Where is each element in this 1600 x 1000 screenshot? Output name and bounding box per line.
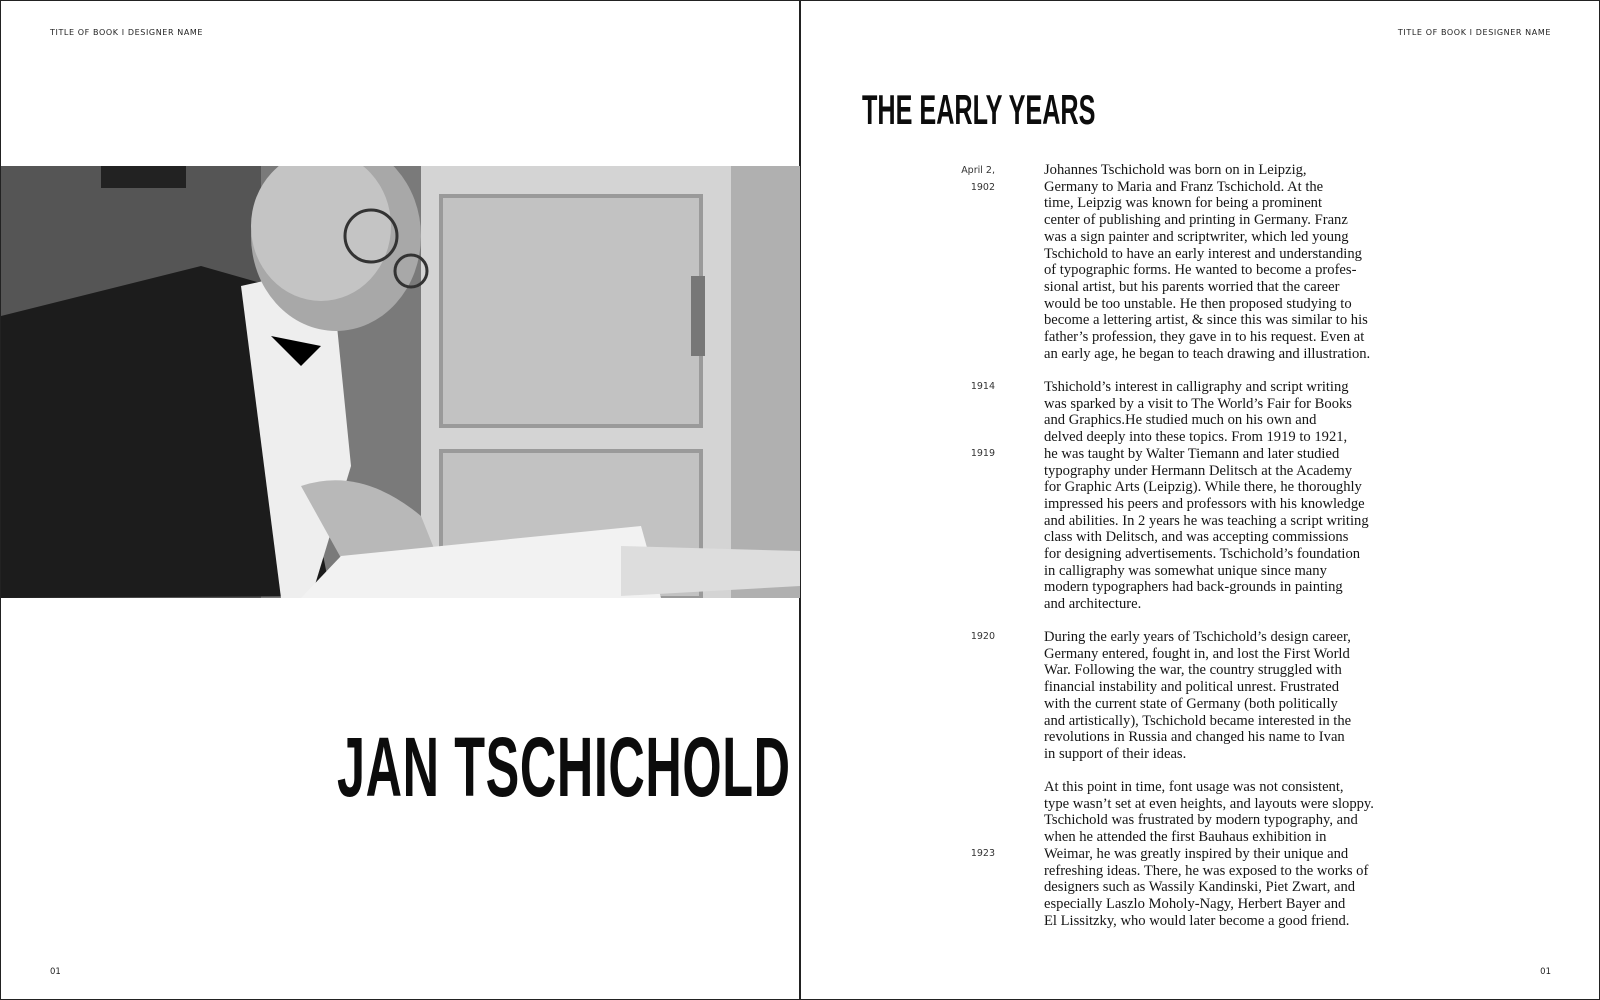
text-line: At this point in time, font usage was not consistent, [1044, 779, 1344, 795]
text-line: impressed his peers and professors with his knowledge [1044, 495, 1365, 512]
page-number: 01 [1540, 967, 1551, 977]
text-line: El Lissitzky, who would later become a good friend. [1044, 912, 1350, 929]
text-line: and Graphics.He studied much on his own and [1044, 412, 1317, 429]
text-line: Johannes Tschichold was born on in Leipzig, [1044, 162, 1307, 178]
text-line: modern typographers had back-grounds in painting [1044, 579, 1343, 596]
text-line: Germany entered, fought in, and lost the First World [1044, 645, 1350, 662]
body-paragraph [1044, 379, 1369, 613]
text-line: financial instability and political unrest. Frustrated [1044, 679, 1340, 696]
date-label: 1920 [970, 631, 995, 642]
date-label: 1914 [970, 381, 995, 392]
text-line: Tschichold to have an early interest and understanding [1044, 245, 1362, 262]
date-label: April 2, [961, 165, 995, 176]
text-line: with the current state of Germany (both politically [1044, 695, 1338, 712]
date-label: 1923 [970, 848, 995, 859]
text-line: become a lettering artist, & since this was similar to his [1044, 312, 1368, 329]
text-line: was sparked by a visit to The World’s Fair for Books [1044, 395, 1352, 412]
text-line: During the early years of Tschichold’s design career, [1044, 629, 1351, 645]
text-line: and abilities. In 2 years he was teaching a script writing [1044, 512, 1369, 529]
text-line: type wasn’t set at even heights, and layouts were sloppy. [1044, 795, 1374, 812]
text-line: revolutions in Russia and changed his name to Ivan [1044, 729, 1345, 746]
text-line: Tshichold’s interest in calligraphy and script writing [1044, 379, 1349, 395]
text-line: and artistically), Tschichold became interested in the [1044, 712, 1352, 729]
text-line: for designing advertisements. Tschichold’s foundation [1044, 546, 1361, 563]
chapter-title: THE EARLY YEARS [862, 86, 1096, 133]
photo-illustration [1, 166, 800, 598]
text-line: designers such as Wassily Kandinski, Piet Zwart, and [1044, 879, 1356, 896]
body-paragraph [1044, 162, 1370, 362]
text-line: in support of their ideas. [1044, 745, 1187, 762]
text-line: refreshing ideas. There, he was exposed to the works of [1044, 862, 1369, 879]
text-line: class with Delitsch, and was accepting commissions [1044, 529, 1349, 546]
text-line: when he attended the first Bauhaus exhibition in [1044, 829, 1327, 846]
designer-name-title: JAN TSCHICHOLD [337, 720, 791, 814]
text-line: especially Laszlo Moholy-Nagy, Herbert Bayer and [1044, 895, 1346, 912]
text-line: typography under Hermann Delitsch at the Academy [1044, 462, 1352, 479]
text-line: delved deeply into these topics. From 1919 to 1921, [1044, 429, 1348, 446]
text-line: an early age, he began to teach drawing and illustration. [1044, 345, 1371, 362]
text-line: time, Leipzig was known for being a prominent [1044, 195, 1323, 212]
text-line: Tschichold was frustrated by modern typography, and [1044, 812, 1358, 829]
text-line: he was taught by Walter Tiemann and later studied [1044, 445, 1340, 462]
date-label: 1902 [970, 182, 995, 193]
date-label: 1919 [970, 448, 995, 459]
text-line: center of publishing and printing in Germany. Franz [1044, 212, 1348, 229]
body-paragraph [1044, 779, 1374, 929]
text-line: Weimar, he was greatly inspired by their unique and [1044, 845, 1349, 862]
text-line: sional artist, but his parents worried that the career [1044, 278, 1340, 295]
text-line: in calligraphy was somewhat unique since many [1044, 562, 1327, 579]
body-paragraph [1044, 629, 1351, 763]
portrait-photo [1, 166, 800, 598]
running-head: TITLE OF BOOK I DESIGNER NAME [1397, 28, 1551, 37]
text-line: would be too unstable. He then proposed studying to [1044, 295, 1352, 312]
text-line: was a sign painter and scriptwriter, which led young [1044, 228, 1349, 245]
text-line: of typographic forms. He wanted to become a profes- [1044, 262, 1357, 279]
text-line: for Graphic Arts (Leipzig). While there, he thoroughly [1044, 479, 1362, 496]
text-line: father’s profession, they gave in to his request. Even at [1044, 329, 1365, 346]
running-head: TITLE OF BOOK I DESIGNER NAME [50, 28, 204, 37]
text-line: Germany to Maria and Franz Tschichold. At the [1044, 178, 1324, 195]
text-line: and architecture. [1044, 596, 1142, 613]
page-number: 01 [50, 967, 61, 977]
text-line: War. Following the war, the country struggled with [1044, 662, 1342, 679]
